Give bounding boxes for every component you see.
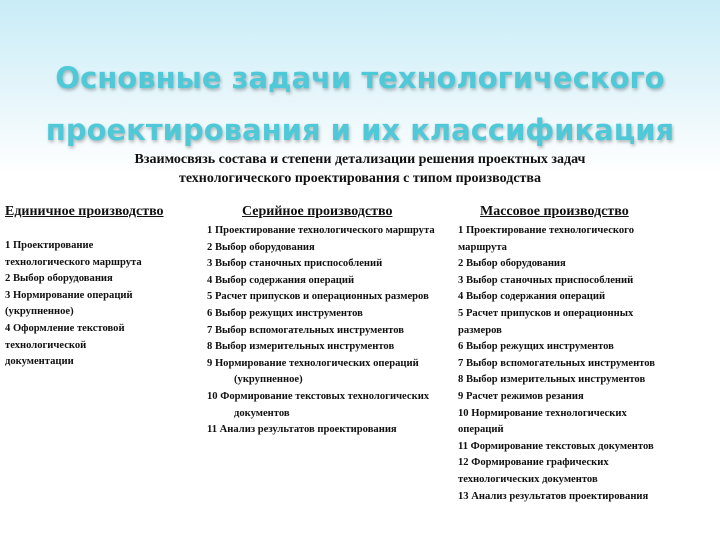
list-item: документации	[5, 356, 74, 368]
list-item: 6 Выбор режущих инструментов	[207, 307, 363, 319]
title-line-1: Основные задачи технологического	[55, 61, 665, 95]
list-item: 3 Выбор станочных приспособлений	[207, 258, 383, 270]
list-item: 8 Выбор измерительных инструментов	[207, 341, 395, 353]
list-item: 1 Проектирование технологического	[458, 225, 635, 236]
serial-production-list	[207, 223, 457, 439]
mass-production-list	[458, 223, 720, 505]
list-item: 11 Анализ результатов проектирования	[207, 424, 397, 436]
list-item: 7 Выбор вспомогательных инструментов	[458, 357, 655, 369]
list-item: 2 Выбор оборудования	[207, 241, 315, 253]
list-item: 9 Нормирование технологических операций (укрупненное)	[207, 357, 419, 386]
title-line-2: проектирования и их классификация	[45, 113, 675, 147]
slide-title	[0, 52, 720, 156]
list-item: 3 Нормирование операций	[5, 289, 133, 301]
list-item: 8 Выбор измерительных инструментов	[458, 374, 646, 386]
list-item: 9 Расчет режимов резания	[458, 390, 584, 402]
subtitle-line-2: технологического проектирования с типом производства	[179, 171, 541, 186]
list-item: 2 Выбор оборудования	[5, 273, 113, 285]
list-item: 3 Выбор станочных приспособлений	[458, 274, 634, 286]
subtitle-line-1: Взаимосвязь состава и степени детализации решения проектных задач	[134, 152, 586, 167]
list-item: 6 Выбор режущих инструментов	[458, 341, 614, 353]
list-item: технологической	[5, 339, 87, 351]
list-item: 7 Выбор вспомогательных инструментов	[207, 324, 404, 336]
list-item: 4 Выбор содержания операций	[207, 274, 355, 286]
list-item: 10 Формирование текстовых технологических документов	[207, 390, 430, 419]
list-item: 5 Расчет припусков и операционных размеров	[207, 291, 429, 303]
header-single-production: Единичное производство	[5, 204, 164, 219]
subtitle	[50, 150, 670, 188]
list-item: операций	[458, 424, 504, 436]
header-serial-production: Серийное производство	[242, 204, 393, 219]
list-item: 4 Оформление текстовой	[5, 322, 125, 334]
list-item: технологических документов	[458, 473, 598, 485]
list-item: (укрупненное)	[5, 306, 74, 318]
header-mass-production: Массовое производство	[480, 204, 629, 219]
list-item: 4 Выбор содержания операций	[458, 291, 606, 303]
list-item: 1 Проектирование технологического маршрута	[207, 225, 435, 236]
list-item: 2 Выбор оборудования	[458, 258, 566, 270]
list-item: 12 Формирование графических	[458, 457, 609, 469]
list-item: технологического маршрута	[5, 256, 142, 268]
list-item: маршрута	[458, 241, 507, 253]
list-item: 1 Проектирование	[5, 240, 94, 251]
list-item: 13 Анализ результатов проектирования	[458, 490, 649, 502]
single-production-list	[5, 238, 200, 371]
list-item: 11 Формирование текстовых документов	[458, 440, 654, 452]
list-item: размеров	[458, 324, 502, 336]
list-item: 5 Расчет припусков и операционных	[458, 307, 634, 319]
list-item: 10 Нормирование технологических	[458, 407, 627, 419]
